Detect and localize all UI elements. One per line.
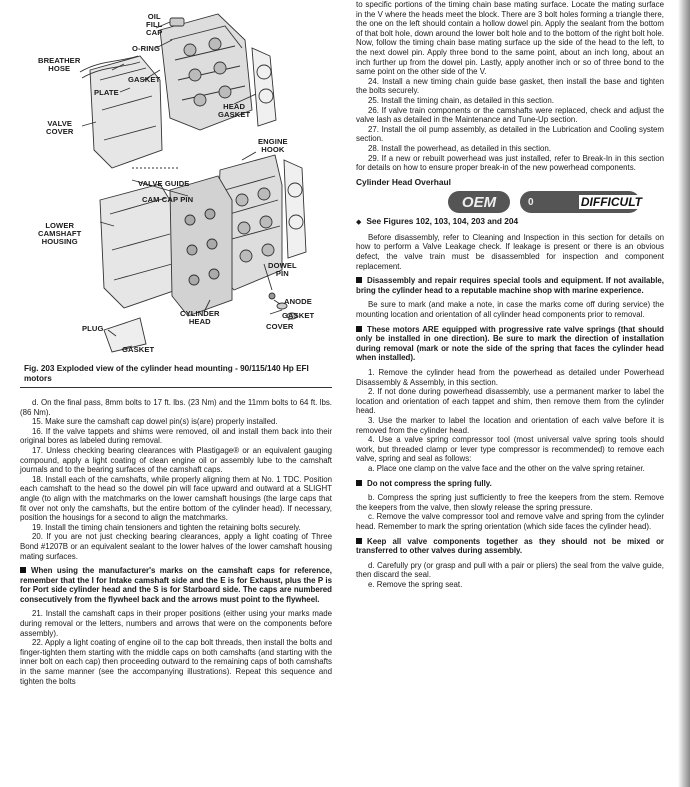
note-special-tools: Disassembly and repair requires special tools and equipment. If not available, bring the cylinder head to a reputable machine shop with marine experience.	[356, 276, 664, 295]
section-heading: Cylinder Head Overhaul	[356, 176, 451, 187]
overhaul-step-1: 1. Remove the cylinder head from the powerhead as detailed under Powerhead Disassembly & Assembly, in this section.	[356, 368, 664, 387]
label-gasket-right: GASKET	[282, 311, 315, 320]
step-19: 19. Install the timing chain tensioners and tighten the retaining bolts securely.	[32, 522, 301, 532]
exploded-view-figure	[20, 0, 332, 388]
label-lower-camshaft-housing: LOWER CAMSHAFT HOUSING	[38, 221, 82, 246]
label-valve-guide: VALVE GUIDE	[138, 179, 190, 188]
label-cam-cap-pin: CAM CAP PIN	[142, 195, 194, 204]
label-plug: PLUG	[82, 324, 104, 333]
label-dowel-pin: DOWEL PIN	[268, 261, 297, 278]
label-gasket-top: GASKET	[128, 75, 161, 84]
note-keep-together: Keep all valve components together as they should not be mixed or transferred to other valves during assembly.	[356, 536, 664, 556]
overhaul-step-4c: c. Remove the valve compressor tool and remove valve and spring from the cylinder head. Remember to mark the spring orientation (which side faces the cylinder head).	[356, 512, 664, 531]
label-engine-hook: ENGINE HOOK	[258, 137, 288, 154]
label-oil-fill-cap: OIL FILL CAP	[146, 12, 163, 37]
step-29: 29. If a new or rebuilt powerhead was just installed, refer to Break-In in this section for details on how to ensure proper break-in of the new powerhead components.	[356, 153, 664, 173]
step-25: 25. Install the timing chain, as detailed in this section.	[368, 95, 554, 105]
step-26: 26. If valve train components or the camshafts were replaced, check and adjust the valve lash as detailed in the Maintenance and Tune-Up section.	[356, 105, 664, 125]
left-column	[20, 398, 332, 686]
overhaul-step-3: 3. Use the marker to label the location and orientation of each valve before it is removed from the cylinder head.	[356, 415, 664, 435]
oem-badge: OEM	[448, 191, 510, 213]
step-23-cont: to specific portions of the timing chain base mating surface. Locate the mating surface in the V where the heads meet the block. There are 3 bolt holes forming a triangle there, the one on the left should contain a hollow dowel pin. Apply the sealant from the bottom of that bolt hole, down around the lower bolt hole and to the bottom of the right bolt hole. Now, follow the timing chain base mating surface up the side of the head to the left, to the next dowel pin. Apply three bond to the same point, about an inch long, about an inch further up from the dowel pin. Lastly, apply another inch or so of three bond to the same point on the other side of the V.	[356, 0, 664, 77]
label-gasket-bottom: GASKET	[122, 345, 155, 354]
label-head-gasket: HEAD GASKET	[218, 102, 251, 119]
step-14d: d. On the final pass, 8mm bolts to 17 ft. lbs. (23 Nm) and the 11mm bolts to 64 ft. lbs. (86 Nm).	[20, 398, 332, 417]
overhaul-step-2: 2. If not done during powerhead disassembly, use a permanent marker to label the location and orientation of each tappet and shim, then remove them from the cylinder head.	[356, 387, 664, 416]
difficult-label: DIFFICULT	[580, 195, 642, 210]
overhaul-step-4: 4. Use a valve spring compressor tool (most universal valve spring tools should work, but threaded clamp or lever type compressor is recommended) to remove each valve, spring and seal as follows:	[356, 435, 664, 464]
step-18: 18. Install each of the camshafts, while properly aligning them at No. 1 TDC. Position each camshaft to the head so the dowel pin will face upward and outward at a SLIGHT angle (to align with the matchmarks on the lower camshaft housings (the large caps that fit over not only the camshafts, but the entire bottom of the cylinder head). If necessary, position the housings for a second to align the matchmarks.	[20, 474, 332, 523]
step-27: 27. Install the oil pump assembly, as detailed in the Lubrication and Cooling system section.	[356, 124, 664, 144]
label-cover: COVER	[266, 322, 294, 331]
para-before-disassembly: Before disassembly, refer to Cleaning and Inspection in this section for details on how to perform a Valve Leakage check. If leakage is present or there is an obvious defect, the valve train must be disassembled for inspection and component replacement.	[356, 232, 664, 271]
see-figures: ◆ See Figures 102, 103, 104, 203 and 204	[356, 217, 664, 228]
note-progressive-springs: These motors ARE equipped with progressive rate valve springs (that should only be installed in one direction). Be sure to mark the direction of installation during removal (mark or note the side of the spring that faces the cylinder head when installed).	[356, 324, 664, 363]
page-binding-edge	[678, 0, 690, 787]
step-22: 22. Apply a light coating of engine oil to the cap bolt threads, then install the bolts and finger-tighten them starting with the middle caps on both camshafts (and starting with the inner bolt on each cap) then proceeding outward to the remaining caps of both camshafts in the same manner (see the accompanying illustrations). Repeat this sequence and tighten the bolts	[20, 638, 332, 686]
overhaul-step-4d: d. Carefully pry (or grasp and pull with a pair or pliers) the seal from the valve guide, then discard the seal.	[356, 560, 664, 580]
label-o-ring: O-RING	[132, 44, 161, 53]
step-28: 28. Install the powerhead, as detailed in this section.	[368, 143, 551, 153]
difficulty-meter-level: 0	[528, 196, 534, 208]
label-breather-hose: BREATHER HOSE	[38, 56, 81, 73]
overhaul-step-4e: e. Remove the spring seat.	[368, 579, 463, 589]
step-16: 16. If the valve tappets and shims were removed, oil and install them back into their original bores as labeled during removal.	[20, 426, 332, 446]
right-column	[356, 0, 664, 589]
step-21: 21. Install the camshaft caps in their proper positions (either using your marks made during removal or the letters, numbers and arrows that were on the components before assembly).	[20, 609, 332, 638]
caption-divider	[20, 387, 332, 388]
label-cylinder-head: CYLINDER HEAD	[180, 309, 220, 326]
note-do-not-compress: Do not compress the spring fully.	[356, 479, 664, 489]
difficulty-badges	[356, 187, 664, 217]
overhaul-step-4b: b. Compress the spring just sufficiently to free the keepers from the stem. Remove the keepers from the valve, then slowly release the spring pressure.	[356, 493, 664, 512]
label-anode: ANODE	[284, 297, 312, 306]
figure-caption: Fig. 203 Exploded view of the cylinder head mounting - 90/115/140 Hp EFI motors	[24, 364, 309, 383]
step-15: 15. Make sure the camshaft cap dowel pin(s) is(are) properly installed.	[32, 417, 278, 427]
label-plate: PLATE	[94, 88, 119, 97]
step-20: 20. If you are not just checking bearing clearances, apply a light coating of Three Bond #1207B or an equivalent sealant to the lower halves of the lower camshaft housing mating surfaces.	[20, 532, 332, 561]
step-24: 24. Install a new timing chain guide base gasket, then install the base and tighten the bolts securely.	[356, 76, 664, 96]
step-17: 17. Unless checking bearing clearances with Plastigage® or an equivalent gauging compound, apply a light coating of clean engine oil or assembly lube to the camshaft journals and to the bearing surfaces of the camshaft caps.	[20, 445, 332, 475]
label-valve-cover: VALVE COVER	[46, 119, 74, 136]
note-camshaft-caps: When using the manufacturer's marks on the camshaft caps for reference, remember that the I for Intake camshaft side and the E is for Exhaust, plus the P is for Port side cylinder head and the S is for Starboard side. The caps are numbered consecutively from the flywheel back and the arrows must point to the flywheel.	[20, 566, 332, 604]
difficulty-meter	[520, 191, 640, 213]
overhaul-step-4a: a. Place one clamp on the valve face and the other on the valve spring retainer.	[368, 463, 645, 473]
para-mark: Be sure to mark (and make a note, in case the marks come off during service) the mounting location and orientation of all cylinder head components prior to removal.	[356, 300, 664, 320]
